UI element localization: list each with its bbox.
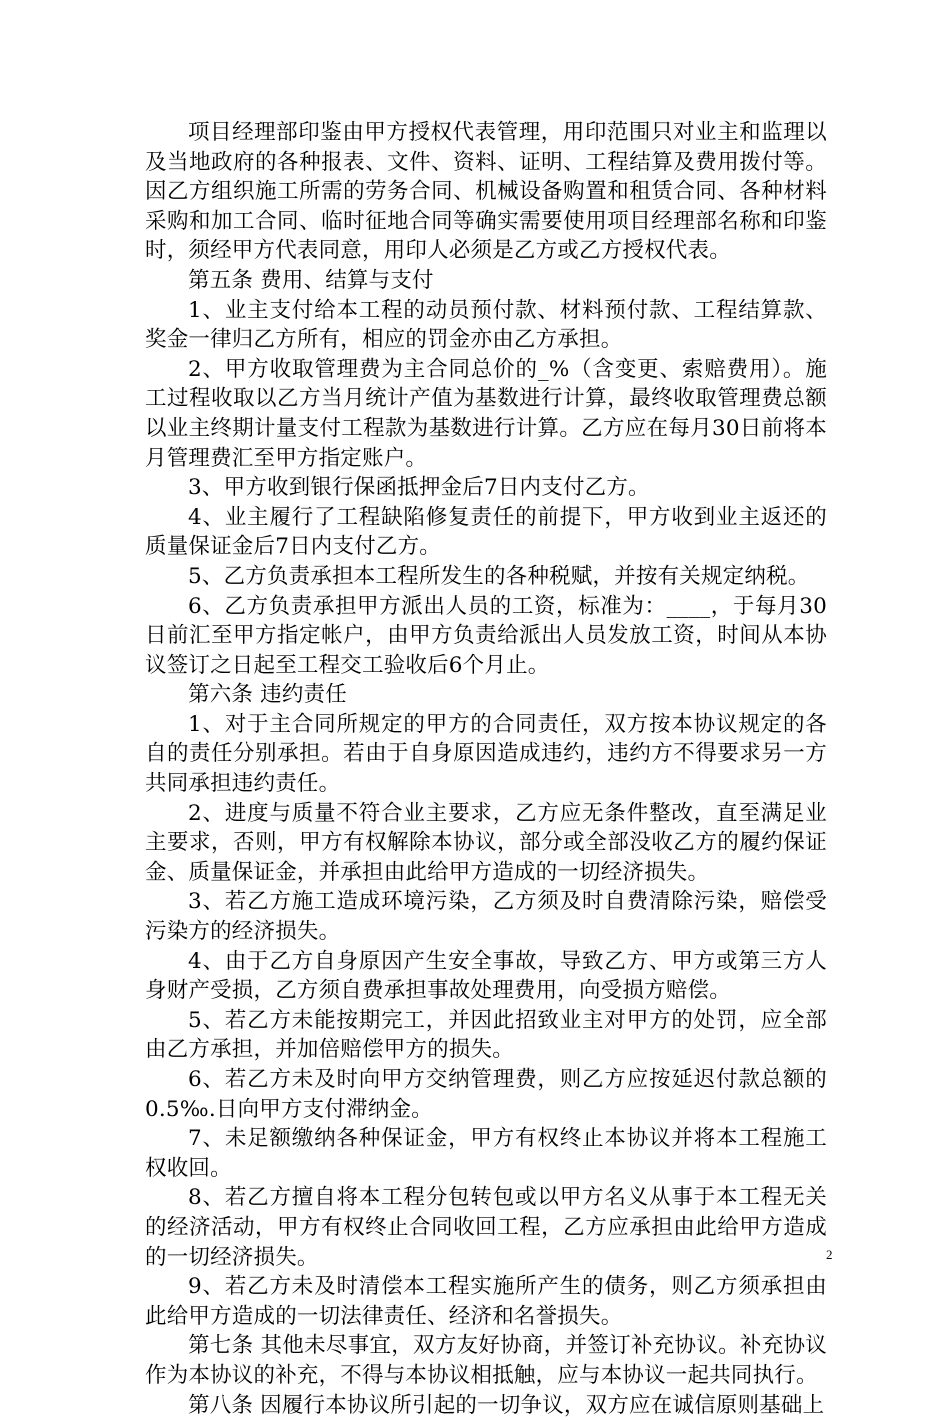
paragraph-5-1: 1、业主支付给本工程的动员预付款、材料预付款、工程结算款、奖金一律归乙方所有，相应的罚金亦由乙方承担。	[145, 297, 827, 353]
paragraph-5-6: 6、乙方负责承担甲方派出人员的工资，标准为：____，于每月30日前汇至甲方指定帐户，由甲方负责给派出人员发放工资，时间从本协议签订之日起至工程交工验收后6个月止。	[145, 593, 827, 678]
paragraph-6-7: 7、未足额缴纳各种保证金，甲方有权终止本协议并将本工程施工权收回。	[145, 1126, 827, 1181]
paragraph-6-3: 3、若乙方施工造成环境污染，乙方须及时自费清除污染，赔偿受污染方的经济损失。	[145, 889, 827, 945]
page-number: 2	[826, 1247, 833, 1262]
paragraph-seal-management: 项目经理部印鉴由甲方授权代表管理，用印范围只对业主和监理以及当地政府的各种报表、文件、资料、证明、工程结算及费用拨付等。因乙方组织施工所需的劳务合同、机械设备购置和租赁合同、各种材料采购和加工合同、临时征地合同等确实需要使用项目经理部名称和印鉴时，须经甲方代表同意，用印人必须是乙方或乙方授权代表。	[145, 120, 827, 264]
paragraph-5-4: 4、业主履行了工程缺陷修复责任的前提下，甲方收到业主返还的质量保证金后7日内支付乙方。	[145, 504, 827, 560]
paragraph-5-5: 5、乙方负责承担本工程所发生的各种税赋，并按有关规定纳税。	[188, 563, 810, 589]
paragraph-6-1: 1、对于主合同所规定的甲方的合同责任，双方按本协议规定的各自的责任分别承担。若由于自身原因造成违约，违约方不得要求另一方共同承担违约责任。	[145, 711, 827, 797]
paragraph-6-6: 6、若乙方未及时向甲方交纳管理费，则乙方应按延迟付款总额的0.5‰.日向甲方支付滞纳金。	[145, 1067, 827, 1122]
paragraph-6-4: 4、由于乙方自身原因产生安全事故，导致乙方、甲方或第三方人身财产受损，乙方须自费承担事故处理费用，向受损方赔偿。	[145, 948, 827, 1004]
paragraph-6-5: 5、若乙方未能按期完工，并因此招致业主对甲方的处罚，应全部由乙方承担，并加倍赔偿甲方的损失。	[145, 1007, 827, 1063]
paragraph-article-8: 第八条 因履行本协议所引起的一切争议，双方应在诚信原则基础上	[188, 1392, 825, 1418]
document-body	[145, 118, 827, 1420]
heading-article-5: 第五条 费用、结算与支付	[188, 267, 434, 293]
paragraph-article-7: 第七条 其他未尽事宜，双方友好协商，并签订补充协议。补充协议作为本协议的补充，不得与本协议相抵触，应与本协议一起共同执行。	[145, 1333, 827, 1388]
paragraph-6-8: 8、若乙方擅自将本工程分包转包或以甲方名义从事于本工程无关的经济活动，甲方有权终止合同收回工程，乙方应承担由此给甲方造成的一切经济损失。	[145, 1185, 827, 1270]
paragraph-6-9: 9、若乙方未及时清偿本工程实施所产生的债务，则乙方须承担由此给甲方造成的一切法律责任、经济和名誉损失。	[145, 1274, 827, 1329]
paragraph-5-2: 2、甲方收取管理费为主合同总价的_%（含变更、索赔费用）。施工过程收取以乙方当月统计产值为基数进行计算，最终收取管理费总额以业主终期计量支付工程款为基数进行计算。乙方应在每月30日前将本月管理费汇至甲方指定账户。	[145, 356, 827, 471]
paragraph-6-2: 2、进度与质量不符合业主要求，乙方应无条件整改，直至满足业主要求，否则，甲方有权解除本协议，部分或全部没收乙方的履约保证金、质量保证金，并承担由此给甲方造成的一切经济损失。	[145, 800, 827, 885]
paragraph-5-3: 3、甲方收到银行保函抵押金后7日内支付乙方。	[188, 475, 650, 501]
heading-article-6: 第六条 违约责任	[188, 682, 347, 708]
